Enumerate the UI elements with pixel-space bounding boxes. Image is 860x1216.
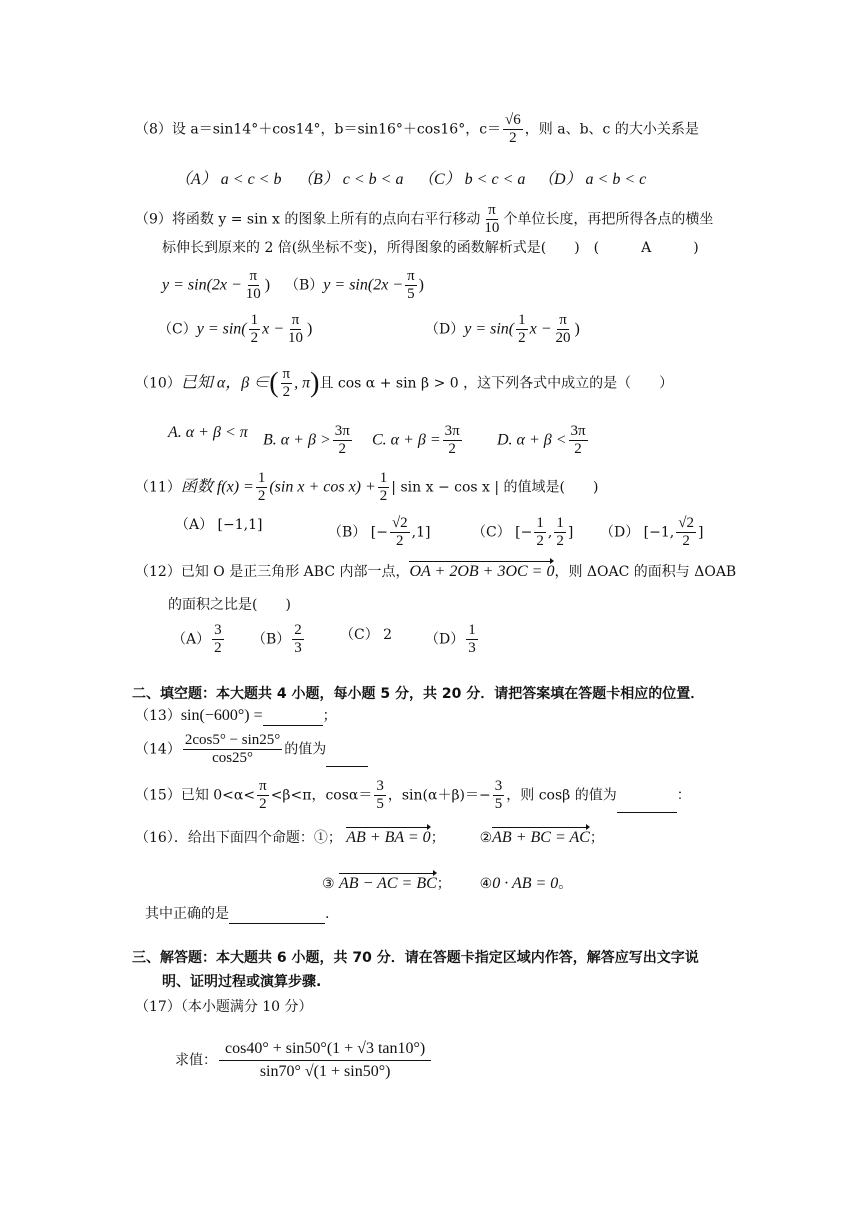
- q14-answer-blank: [326, 766, 368, 767]
- q12-option-b: （B） $\frac{2}{3}$: [252, 622, 302, 656]
- q16-proposition-2: AB + BC = AC: [492, 826, 590, 848]
- q12-vector-equation: OA + 2OB + 3OC = 0: [409, 560, 554, 582]
- q9-option-a: y = sin(2x − $\frac{\pi}{10}$ ): [162, 268, 271, 302]
- q8-option-c: （C） b < c < a: [418, 171, 526, 188]
- q15-answer-blank: [617, 812, 677, 813]
- q9-option-d: （D）y = sin( $\frac{1}{2}$ x − $\frac{\pi}{20}$ ): [425, 312, 580, 346]
- q9-shift-fraction: $\frac{\pi}{10}$: [484, 202, 500, 236]
- q8-tail: ，则 a、b、c 的大小关系是: [524, 121, 699, 138]
- q8-c-fraction: $\frac{√6}{2}$: [505, 112, 521, 146]
- q12-line2: 的面积之比是( ): [168, 597, 291, 613]
- q8-option-a: （A） a < c < b: [175, 171, 282, 188]
- q10-number: （10）: [135, 375, 181, 392]
- q10-text: 已知 α，β ∈: [180, 374, 270, 392]
- q12-option-c: （C） 2: [340, 627, 393, 643]
- q16-proposition-4: 0 · AB = 0: [492, 875, 559, 892]
- q16-answer-blank: [229, 923, 325, 924]
- q8-option-b: （B） c < b < a: [297, 171, 404, 188]
- q9-text2: 个单位长度，再把所得各点的横坐: [503, 211, 714, 228]
- q16-line1: （16）．给出下面四个命题：①； AB + BA = 0； ②AB + BC = AC；: [135, 826, 604, 848]
- q9-number: （9）: [135, 211, 172, 228]
- q10-option-b: B. α + β > $\frac{3\pi}{2}$: [263, 423, 350, 457]
- q16-proposition-3: AB − AC = BC: [339, 872, 437, 894]
- q13-answer-blank: [263, 725, 323, 726]
- q17-fraction: $\frac{\cos 40^\circ + \sin 50^\circ(1 + √3 \tan 10^\circ)}{\sin 70^\circ √(1 + \sin 50^\circ)}$: [219, 1038, 431, 1083]
- section-3-heading-line1: 三、解答题：本大题共 6 小题，共 70 分．请在答题卡指定区域内作答，解答应写出文字说: [132, 950, 699, 966]
- q11-line: （11）函数 f(x) = $\frac{1}{2}$ (sin x + cos x) + $\frac{1}{2}$ | sin x − cos x | 的值域是( ): [135, 470, 599, 504]
- q11-option-d: （D） [−1, $\frac{√2}{2}$ ]: [600, 515, 704, 549]
- q9-option-c: （C）y = sin( $\frac{1}{2}$ x − $\frac{\pi}{10}$ ): [158, 312, 313, 346]
- q9-line2: 标伸长到原来的 2 倍(纵坐标不变)，所得图象的函数解析式是( ) ( A ): [162, 240, 699, 256]
- q10-line: （10）已知 α，β ∈( $\frac{\pi}{2}$ , π)且 cos α + sin β > 0 ，这下列各式中成立的是（ ）: [135, 366, 674, 400]
- q16-answer-line: 其中正确的是 .: [145, 906, 330, 922]
- q17-expression: 求值： $\frac{\cos 40^\circ + \sin 50^\circ(1 + √3 \tan 10^\circ)}{\sin 70^\circ √(1 + \sin 50^\circ)}$: [175, 1038, 433, 1083]
- q12-number: （12）: [135, 564, 181, 580]
- q11-option-c: （C） [− $\frac{1}{2}$ , $\frac{1}{2}$ ]: [472, 515, 574, 549]
- q13-line: （13）sin(−600°) = ；: [135, 707, 337, 724]
- q11-option-a: （A） [−1,1]: [175, 517, 263, 533]
- q12-line1: （12）已知 O 是正三角形 ABC 内部一点，OA + 2OB + 3OC = 0，则 ΔOAC 的面积与 ΔOAB: [135, 560, 736, 582]
- q16-proposition-1: AB + BA = 0: [346, 826, 430, 848]
- q8-number: （8）: [135, 121, 172, 138]
- q8-option-d: （D） a < b < c: [538, 171, 647, 188]
- q12-option-a: （A） $\frac{3}{2}$: [172, 622, 222, 656]
- q9-line1: [135, 202, 713, 237]
- q17-header: （17）（本小题满分 10 分）: [135, 999, 313, 1015]
- q12-option-d: （D） $\frac{1}{3}$: [425, 622, 476, 656]
- q11-number: （11）: [135, 479, 181, 496]
- q8-text: 设 a＝sin14°＋cos14°，b＝sin16°＋cos16°，c＝: [171, 121, 502, 138]
- q11-option-b: （B） [− $\frac{√2}{2}$ ,1]: [328, 515, 431, 549]
- q10-option-c: C. α + β = $\frac{3\pi}{2}$: [372, 423, 460, 457]
- q15-line: （15）已知 0<α< $\frac{\pi}{2}$ <β<π，cosα＝ $\frac{3}{5}$ ，sin(α＋β)＝− $\frac{3}{5}$ ，则 cosβ 的值为 ：: [135, 778, 691, 812]
- q16-line2: ③ AB − AC = BC； ④0 · AB = 0。: [322, 872, 572, 894]
- section-3-heading-line2: 明、证明过程或演算步骤.: [162, 974, 322, 990]
- q9-text1: 将函数 y = sin x 的图象上所有的点向右平行移动: [171, 211, 481, 228]
- section-2-heading: 二、填空题：本大题共 4 小题，每小题 5 分，共 20 分．请把答案填在答题卡相应的位置．: [132, 686, 705, 702]
- q14-line: （14） $\frac{2\cos 5^\circ - \sin 25^\circ}{\cos 25^\circ}$ 的值为: [135, 732, 368, 767]
- q9-option-b: （B）y = sin(2x − $\frac{\pi}{5}$ ): [285, 268, 424, 302]
- q10-condition: 且 cos α + sin β > 0 ，这下列各式中成立的是（ ）: [319, 375, 674, 392]
- q10-option-d: D. α + β < $\frac{3\pi}{2}$: [497, 423, 586, 457]
- q10-option-a: A. α + β < π: [168, 424, 248, 441]
- q10-interval-fraction: $\frac{\pi}{2}$: [282, 366, 291, 400]
- q8-line: [135, 112, 699, 147]
